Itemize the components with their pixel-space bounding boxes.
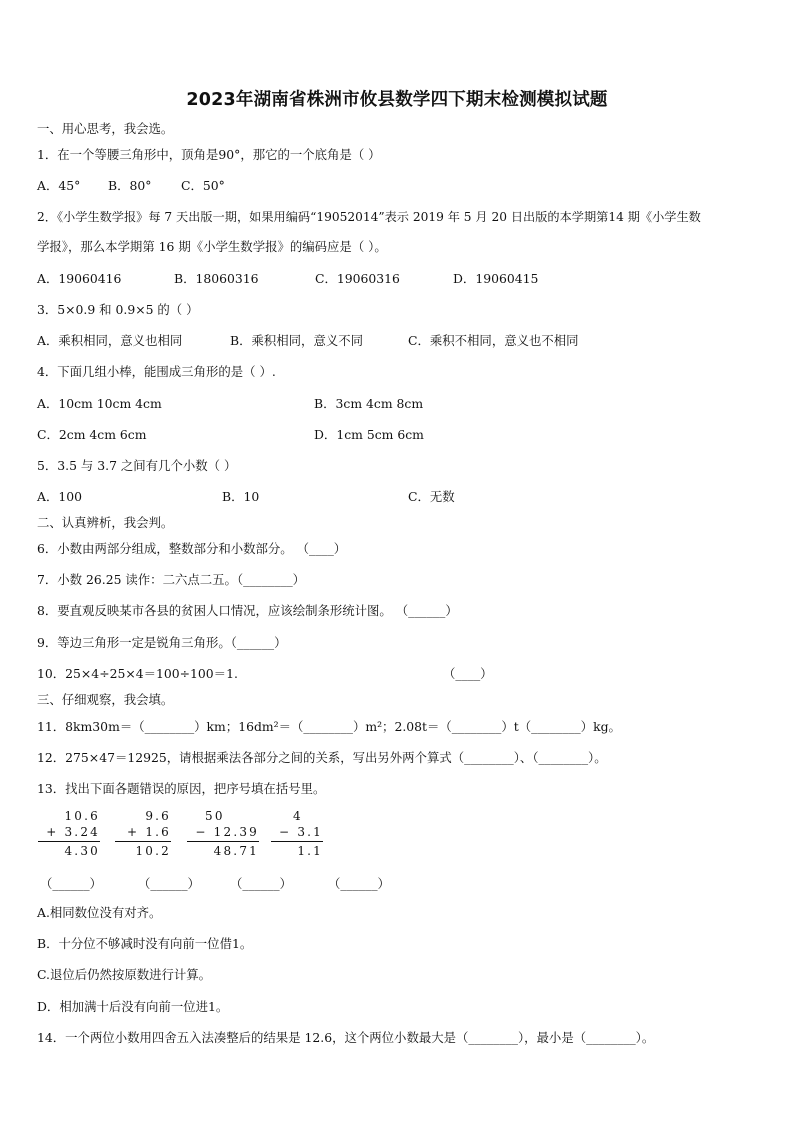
calc-2-rule [115, 841, 171, 842]
q2-option-a: A．19060416 [37, 271, 122, 286]
q3-option-b: B．乘积相同，意义不同 [230, 333, 364, 348]
q5-option-a: A．100 [37, 489, 82, 504]
calc-3-top: 50 [205, 809, 225, 823]
q5-option-b: B．10 [222, 489, 260, 504]
q3-option-a: A．乘积相同，意义也相同 [37, 333, 183, 348]
q1-option-b: B．80° [108, 178, 152, 193]
q4-option-a: A．10cm 10cm 4cm [37, 396, 162, 411]
q1-option-c: C．50° [181, 178, 225, 193]
q5-option-c: C．无数 [408, 489, 455, 504]
calc-4-top: 4 [293, 809, 303, 823]
section-heading-1: 一、用心思考，我会选。 [37, 121, 174, 136]
question-7: 7．小数 26.25 读作：二六点二五。（________） [37, 572, 306, 587]
q13-blank-4: （______） [328, 876, 390, 891]
question-13-stem: 13．找出下面各题错误的原因，把序号填在括号里。 [37, 781, 326, 796]
question-14: 14．一个两位小数用四舍五入法凑整后的结果是 12.6，这个两位小数最大是（________），最小是（________）。 [37, 1030, 655, 1045]
question-1-stem: 1．在一个等腰三角形中，顶角是90°，那它的一个底角是（ ） [37, 147, 381, 162]
calc-4-operand: − 3.1 [279, 825, 323, 839]
q1-option-a: A．45° [37, 178, 81, 193]
question-12: 12．275×47＝12925，请根据乘法各部分之间的关系，写出另外两个算式（________）、（________）。 [37, 750, 607, 765]
calc-1-rule [38, 841, 100, 842]
question-2-stem-line2: 学报》，那么本学期第 16 期《小学生数学报》的编码应是（ ）。 [37, 239, 387, 254]
q2-option-c: C．19060316 [315, 271, 400, 286]
question-5-stem: 5．3.5 与 3.7 之间有几个小数（ ） [37, 458, 237, 473]
calc-1 [38, 808, 100, 859]
calc-2-result: 10.2 [135, 844, 171, 858]
question-2-stem-line1: 2．《小学生数学报》每 7 天出版一期，如果用编码“19052014”表示 2019 年 5 月 20 日出版的本学期第14 期《小学生数 [37, 210, 701, 224]
question-9: 9．等边三角形一定是锐角三角形。（______） [37, 635, 287, 650]
calc-2-operand: + 1.6 [127, 825, 171, 839]
calc-4-result: 1.1 [297, 844, 323, 858]
calc-4-rule [271, 841, 323, 842]
calc-3-result: 48.71 [213, 844, 259, 858]
question-11: 11．8km30m＝（________）km；16dm²＝（________）m²；2.08t＝（________）t（________）kg。 [37, 719, 621, 734]
calc-3-rule [187, 841, 259, 842]
calc-1-result: 4.30 [64, 844, 100, 858]
page-title: 2023年湖南省株洲市攸县数学四下期末检测模拟试题 [186, 90, 608, 110]
question-10-blank: （____） [443, 666, 493, 681]
section-heading-2: 二、认真辨析，我会判。 [37, 515, 174, 530]
question-4-stem: 4．下面几组小棒，能围成三角形的是（ ）. [37, 364, 276, 379]
calc-3 [187, 808, 259, 859]
q4-option-b: B．3cm 4cm 8cm [314, 396, 424, 411]
q4-option-d: D．1cm 5cm 6cm [314, 427, 424, 442]
q13-reason-c: C.退位后仍然按原数进行计算。 [37, 967, 212, 982]
q13-reason-a: A.相同数位没有对齐。 [37, 905, 162, 920]
calc-4 [271, 808, 323, 859]
q4-option-c: C．2cm 4cm 6cm [37, 427, 147, 442]
calc-2 [115, 808, 171, 859]
q13-reason-d: D．相加满十后没有向前一位进1。 [37, 999, 229, 1014]
question-8: 8．要直观反映某市各县的贫困人口情况，应该绘制条形统计图。 （______） [37, 603, 458, 618]
q2-option-d: D．19060415 [453, 271, 539, 286]
q13-reason-b: B．十分位不够减时没有向前一位借1。 [37, 936, 253, 951]
calc-1-operand: + 3.24 [46, 825, 100, 839]
q13-blank-2: （______） [138, 876, 200, 891]
q13-blank-3: （______） [230, 876, 292, 891]
section-heading-3: 三、仔细观察，我会填。 [37, 692, 174, 707]
calc-2-top: 9.6 [145, 809, 171, 823]
question-3-stem: 3．5×0.9 和 0.9×5 的（ ） [37, 302, 199, 317]
calc-1-top: 10.6 [64, 809, 100, 823]
q2-option-b: B．18060316 [174, 271, 259, 286]
q3-option-c: C．乘积不相同，意义也不相同 [408, 333, 579, 348]
calc-3-operand: − 12.39 [195, 825, 259, 839]
question-10-stem: 10．25×4÷25×4＝100÷100＝1. [37, 666, 238, 681]
q13-blank-1: （______） [40, 876, 102, 891]
question-6: 6．小数由两部分组成，整数部分和小数部分。 （____） [37, 541, 347, 556]
